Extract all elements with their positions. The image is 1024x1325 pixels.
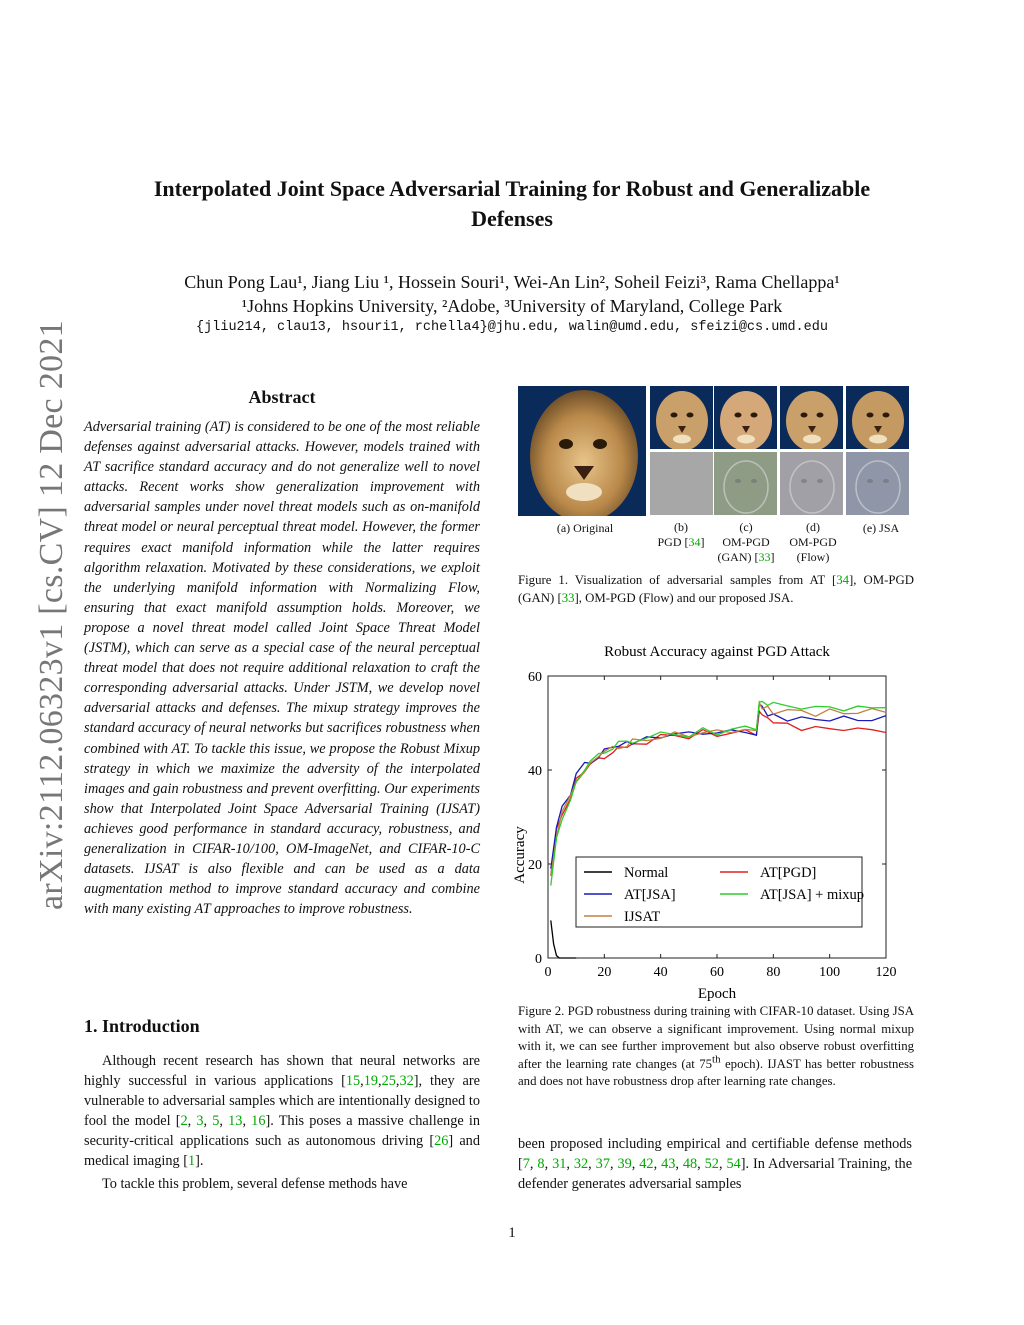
page-number: 1 (508, 1225, 516, 1241)
citation-link[interactable]: 25 (381, 1073, 396, 1090)
noise-pattern-icon (780, 452, 843, 515)
citation-link[interactable]: 26 (434, 1133, 449, 1150)
citation-link[interactable]: 13 (228, 1113, 243, 1130)
fig1-label-c: (c) OM-PGD (GAN) [33] (717, 520, 775, 564)
citation-link[interactable]: 15 (345, 1073, 361, 1090)
figure2-caption: Figure 2. PGD robustness during training with CIFAR-10 dataset. Using JSA with AT, we can observe a significant improvement. Using normal mixup with it, we can see further improvement but also observe robust overfitting after the learning rate changes (at 75th epoch). IJAST has better robustness and does not have robustness drop after learning rate changes. (518, 1004, 914, 1088)
citation-link[interactable]: 7 (522, 1156, 530, 1173)
noise-pattern-icon (714, 452, 777, 515)
citation-link[interactable]: 19 (363, 1073, 379, 1090)
citation-link[interactable]: 32 (573, 1156, 589, 1173)
y-tick-label: 0 (535, 952, 542, 967)
citation-link[interactable]: 16 (251, 1113, 266, 1130)
citation-link[interactable]: 33 (758, 550, 771, 564)
x-tick-label: 100 (819, 965, 841, 980)
right-column-paragraph: been proposed including empirical and certifiable defense methods [7, 8, 31, 32, 37, 39, 42, 43, 48, 52, 54]. In Adversarial Training, the defender generates adversarial samples (518, 1136, 913, 1193)
authors-block (60, 270, 964, 318)
legend-label: AT[PGD] (760, 865, 817, 881)
citation-link[interactable]: 33 (561, 590, 575, 605)
citation-link[interactable]: 54 (726, 1156, 741, 1173)
x-axis-label: Epoch (697, 986, 737, 1002)
x-tick-label: 0 (544, 965, 552, 980)
lioness-thumbnail-icon (846, 386, 909, 449)
fig1-label-a: (a) Original (556, 521, 614, 535)
citation-link[interactable]: 34 (836, 573, 850, 587)
citation-link[interactable]: 8 (537, 1156, 545, 1173)
citation-link[interactable]: 5 (212, 1113, 220, 1130)
citation-link[interactable]: 3 (196, 1113, 204, 1130)
lioness-original-icon (518, 386, 646, 516)
arxiv-stamp: arXiv:2112.06323v1 [cs.CV] 12 Dec 2021 (33, 320, 70, 910)
paper-title (80, 174, 944, 234)
author-emails: {jliu214, clau13, hsouri1, rchella4}@jhu.edu, walin@umd.edu, sfeizi@cs.umd.edu (196, 320, 828, 335)
lioness-thumbnail-icon (650, 386, 713, 449)
figure1-pgd-image (650, 386, 713, 449)
fig1-label-e: (e) JSA (862, 521, 900, 535)
title-line-2: Defenses (471, 206, 553, 231)
x-tick-label: 120 (875, 965, 897, 980)
citation-link[interactable]: 1 (188, 1153, 196, 1170)
y-tick-label: 20 (528, 858, 542, 873)
figure1-jsa-perturbation (846, 452, 909, 515)
figure1-ompgd-gan-perturbation (714, 452, 777, 515)
citation-link[interactable]: 32 (399, 1073, 414, 1090)
citation-link[interactable]: 2 (180, 1113, 188, 1130)
figure1-pgd-perturbation (650, 452, 713, 515)
figure1-original-image (518, 386, 646, 516)
citation-link[interactable]: 34 (688, 535, 701, 549)
intro-heading: 1. Introduction (84, 1016, 200, 1036)
author-names: Chun Pong Lau¹, Jiang Liu ¹, Hossein Souri¹, Wei-An Lin², Soheil Feizi³, Rama Chellappa¹ (184, 272, 840, 292)
abstract-heading: Abstract (248, 387, 316, 407)
legend-label: IJSAT (624, 909, 661, 925)
citation-link[interactable]: 52 (704, 1156, 719, 1173)
chart-title: Robust Accuracy against PGD Attack (604, 644, 830, 660)
figure2-chart (510, 636, 920, 1006)
citation-link[interactable]: 48 (682, 1156, 698, 1173)
citation-link[interactable]: 43 (661, 1156, 676, 1173)
figure1-ompgd-gan-image (714, 386, 777, 449)
citation-link[interactable]: 31 (552, 1156, 567, 1173)
title-line-1: Interpolated Joint Space Adversarial Training for Robust and Generalizable (153, 176, 871, 201)
y-axis-label: Accuracy (512, 826, 528, 884)
x-tick-label: 60 (710, 965, 724, 980)
y-tick-label: 40 (528, 764, 542, 779)
figure1-ompgd-flow-perturbation (780, 452, 843, 515)
citation-list: 7, 8, 31, 32, 37, 39, 42, 43, 48, 52, 54 (522, 1156, 741, 1173)
lioness-thumbnail-icon (714, 386, 777, 449)
figure1-ompgd-flow-image (780, 386, 843, 449)
x-tick-label: 40 (653, 965, 668, 980)
author-affiliations: ¹Johns Hopkins University, ²Adobe, ³University of Maryland, College Park (241, 296, 783, 316)
citation-link[interactable]: 37 (595, 1156, 610, 1173)
series-line-ijsat (551, 702, 886, 876)
noise-pattern-icon (846, 452, 909, 515)
abstract-text: Adversarial training (AT) is considered to be one of the most reliable defenses against adversarial attacks. However, models trained with AT sacrifice standard accuracy and do not generalize well to novel attacks. Recent works show generalization improvement with adversarial samples under novel threat models such as on-manifold threat model or neural perceptual threat model. However, the former requires exact manifold information while the latter requires algorithm relaxation. Motivated by these considerations, we exploit the underlying manifold information with Normalizing Flow, ensuring that exact manifold assumption holds. Moreover, we propose a novel threat model called Joint Space Threat Model (JSTM), which can serve as a special case of the neural perceptual threat model that does not require additional relaxation to craft the corresponding adversarial attacks. Under JSTM, we develop novel adversarial attacks and defenses. The mixup strategy improves the standard accuracy of neural networks but sacrifices robustness when combined with AT. To tackle this issue, we propose the Robust Mixup strategy in which we maximize the adversity of the interpolated images and gain robustness and prevent overfitting. Our experiments show that Interpolated Joint Space Adversarial Training (IJSAT) achieves good performance in standard accuracy, robustness, and generalization in CIFAR-10/100, OM-ImageNet, and CIFAR-10-C datasets. IJSAT is also flexible and can be used as a data augmentation method to improve standard accuracy and combine with many existing AT approaches to improve robustness. (84, 419, 480, 918)
legend-label: AT[JSA] (624, 887, 676, 903)
series-line-normal (551, 920, 576, 958)
citation-link[interactable]: 42 (639, 1156, 654, 1173)
series-line-at-jsa- (551, 704, 886, 869)
figure1-caption: Figure 1. Visualization of adversarial samples from AT [34], OM-PGD (GAN) [33], OM-PGD (Flow) and our proposed JSA. (518, 573, 914, 605)
legend-label: AT[JSA] + mixup (760, 887, 865, 903)
fig1-label-d: (d) OM-PGD (Flow) (789, 520, 837, 564)
intro-paragraph-2: To tackle this problem, several defense methods have (102, 1176, 408, 1192)
intro-paragraph-1: Although recent research has shown that neural networks are highly successful in various applications [15,19,25,32], they are vulnerable to adversarial samples which are intentionally designed to fool the model [2, 3, 5, 13, 16]. This poses a massive challenge in security-critical applications such as autonomous driving [26] and medical imaging [1]. (84, 1053, 480, 1170)
x-tick-label: 80 (766, 965, 781, 980)
x-tick-label: 20 (597, 965, 612, 980)
y-tick-label: 60 (528, 670, 542, 685)
lioness-thumbnail-icon (780, 386, 843, 449)
series-line-at-pgd- (551, 711, 886, 875)
fig1-label-b: (b) PGD [34] (657, 520, 705, 549)
figure1-jsa-image (846, 386, 909, 449)
legend-label: Normal (624, 865, 669, 881)
citation-link[interactable]: 39 (617, 1156, 632, 1173)
